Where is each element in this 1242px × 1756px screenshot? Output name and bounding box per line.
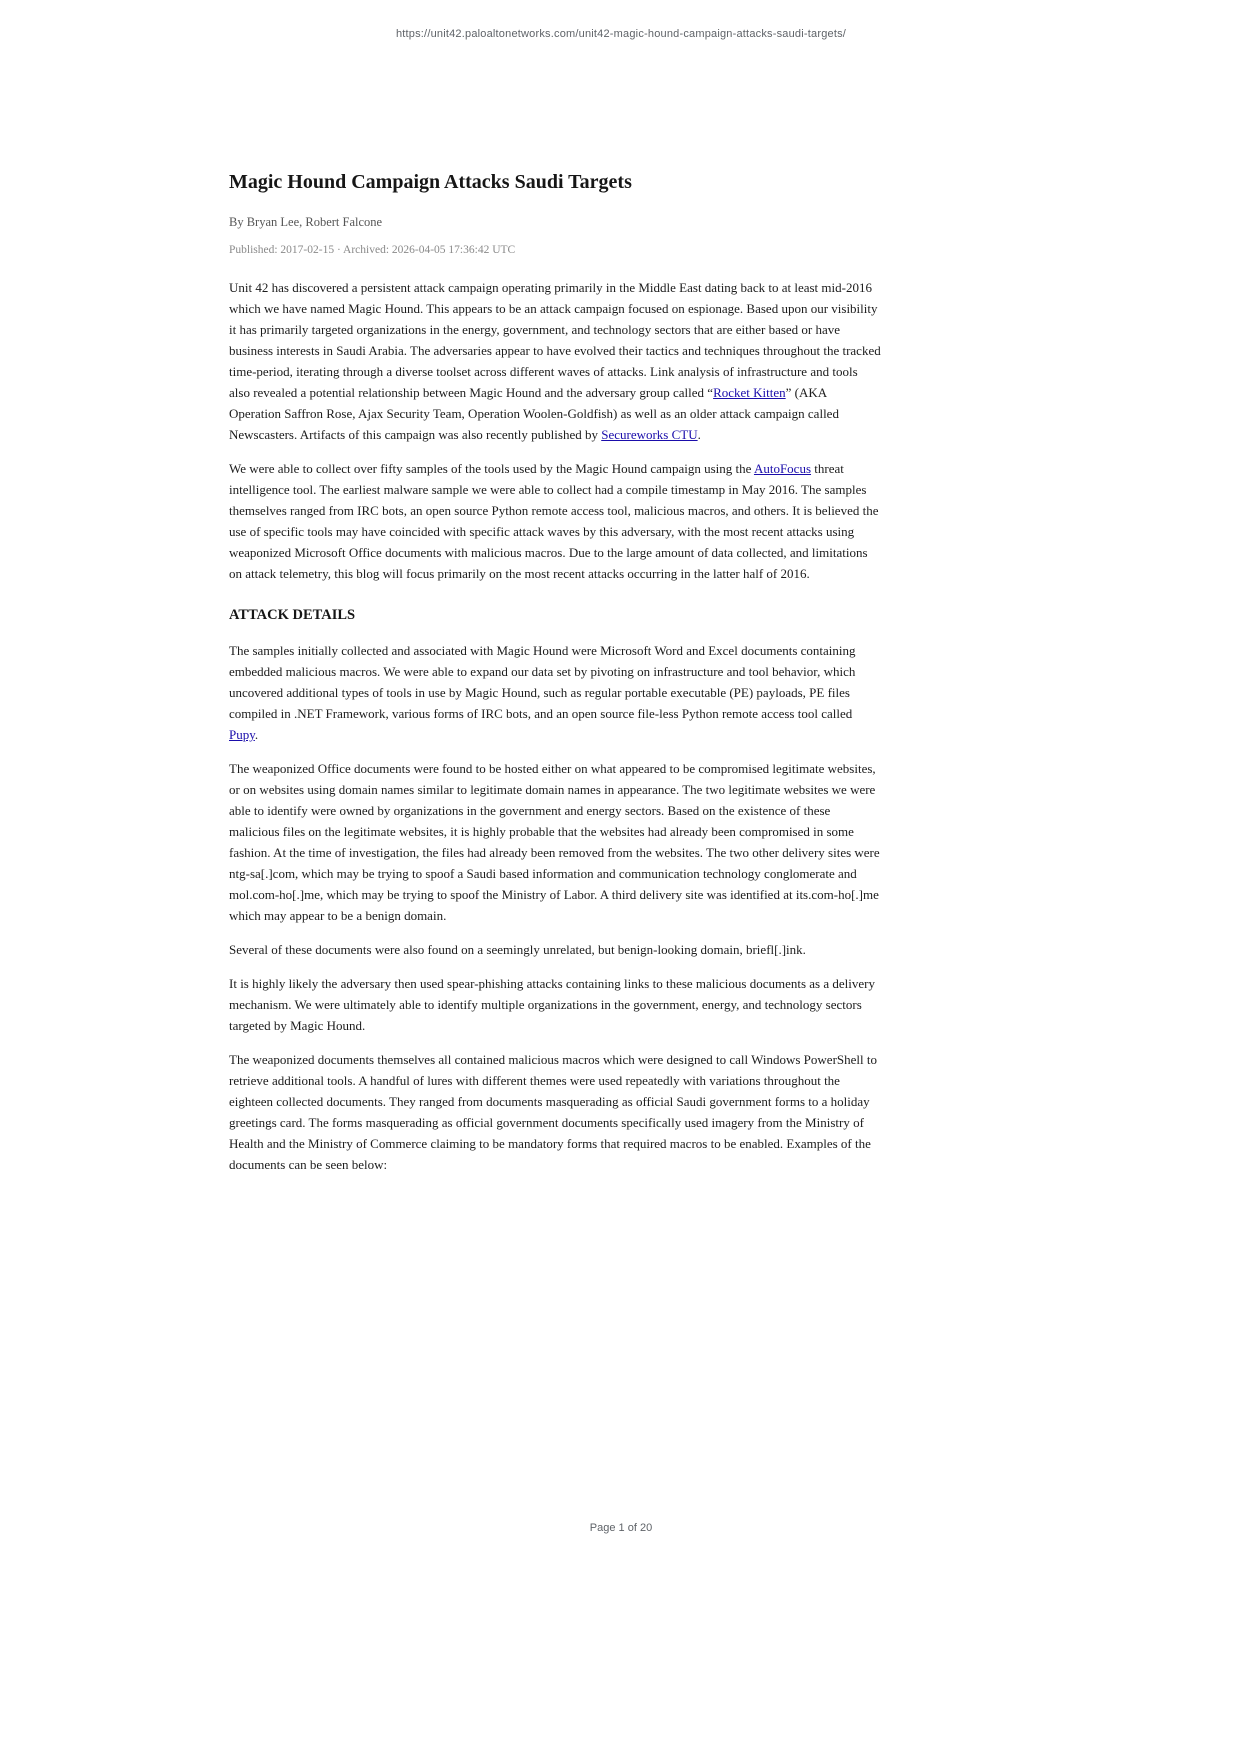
paragraph-macros-lures [229, 1049, 881, 1175]
inline-link[interactable]: Pupy [229, 727, 255, 742]
text-run: threat intelligence tool. The earliest malware sample we were able to collect had a compile timestamp in May 2016. The samples themselves ranged from IRC bots, an open source Python remote access tool, malicious macros, and others. It is believed the use of specific tools may have coincided with specific attack waves by this adversary, with the most recent attacks using weaponized Microsoft Office documents with malicious macros. Due to the large amount of data collected, and limitations on attack telemetry, this blog will focus primarily on the most recent attacks occurring in the latter half of 2016. [229, 461, 879, 581]
page-title: Magic Hound Campaign Attacks Saudi Targets [229, 171, 632, 193]
paragraph-spear-phishing [229, 973, 881, 1036]
inline-link[interactable]: Rocket Kitten [713, 385, 786, 400]
paragraph-intro [229, 277, 881, 445]
paragraph-samples-collection [229, 458, 881, 584]
published-archived-meta: Published: 2017-02-15 · Archived: 2026-04-05 17:36:42 UTC [229, 244, 516, 256]
page-number-footer: Page 1 of 20 [589, 1522, 653, 1534]
paragraph-benign-domain [229, 939, 881, 960]
paragraph-hosting-sites [229, 758, 881, 926]
text-run: Unit 42 has discovered a persistent attack campaign operating primarily in the Middle East dating back to at least mid-2016 which we have named Magic Hound. This appears to be an attack campaign focused on espionage. Based upon our visibility it has primarily targeted organizations in the energy, government, and technology sectors that are either based or have business interests in Saudi Arabia. The adversaries appear to have evolved their tactics and techniques throughout the tracked time-period, iterating through a diverse toolset across different waves of attacks. Link analysis of infrastructure and tools also revealed a potential relationship between Magic Hound and the adversary group called “ [229, 280, 881, 400]
byline: By Bryan Lee, Robert Falcone [229, 215, 383, 229]
text-run: Several of these documents were also found on a seemingly unrelated, but benign-looking domain, briefl[.]ink. [229, 942, 806, 957]
page-url-header: https://unit42.paloaltonetworks.com/unit42-magic-hound-campaign-attacks-saudi-targets/ [395, 28, 847, 40]
inline-link[interactable]: Secureworks CTU [601, 427, 698, 442]
text-run: . [697, 427, 701, 442]
section-heading-attack-details: ATTACK DETAILS [229, 607, 356, 623]
text-run: The weaponized Office documents were found to be hosted either on what appeared to be compromised legitimate websites, or on websites using domain names similar to legitimate domain names in appearance. The two legitimate websites we were able to identify were owned by organizations in the government and energy sectors. Based on the existence of these malicious files on the legitimate websites, it is highly probable that the websites had already been compromised in some fashion. At the time of investigation, the files had already been removed from the websites. The two other delivery sites were ntg-sa[.]com, which may be trying to spoof a Saudi based information and communication technology conglomerate and mol.com-ho[.]me, which may be trying to spoof the Ministry of Labor. A third delivery site was identified at its.com-ho[.]me which may appear to be a benign domain. [229, 761, 880, 923]
text-run: The samples initially collected and associated with Magic Hound were Microsoft Word and Excel documents containing embedded malicious macros. We were able to expand our data set by pivoting on infrastructure and tool behavior, which uncovered additional types of tools in use by Magic Hound, such as regular portable executable (PE) payloads, PE files compiled in .NET Framework, various forms of IRC bots, and an open source file-less Python remote access tool called [229, 643, 856, 721]
text-run: It is highly likely the adversary then used spear-phishing attacks containing links to these malicious documents as a delivery mechanism. We were ultimately able to identify multiple organizations in the government, energy, and technology sectors targeted by Magic Hound. [229, 976, 875, 1033]
paragraph-samples-types [229, 640, 881, 745]
inline-link[interactable]: AutoFocus [753, 461, 812, 476]
text-run: The weaponized documents themselves all contained malicious macros which were designed to call Windows PowerShell to retrieve additional tools. A handful of lures with different themes were used repeatedly with variations throughout the eighteen collected documents. They ranged from documents masquerading as official Saudi government forms to a holiday greetings card. The forms masquerading as official government documents specifically used imagery from the Ministry of Health and the Ministry of Commerce claiming to be mandatory forms that required macros to be enabled. Examples of the documents can be seen below: [229, 1052, 877, 1172]
article-content [229, 170, 881, 1188]
text-run: We were able to collect over fifty samples of the tools used by the Magic Hound campaign using the [229, 461, 754, 476]
text-run: ” (AKA Operation Saffron Rose, Ajax Security Team, Operation Woolen-Goldfish) as well as an older attack campaign called Newscasters. Artifacts of this campaign was also recently published by [229, 385, 839, 442]
text-run: . [254, 727, 259, 742]
